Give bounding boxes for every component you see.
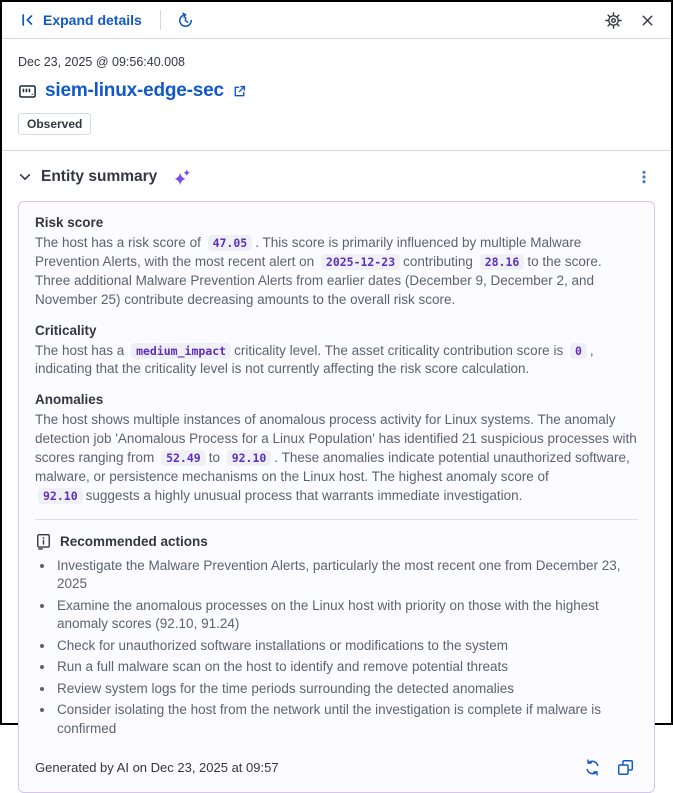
history-button[interactable]	[173, 8, 198, 33]
panel-divider	[35, 519, 638, 520]
generated-by-ai-text: Generated by AI on Dec 23, 2025 at 09:57	[35, 760, 279, 776]
host-storage-icon	[18, 82, 37, 101]
anomalies-heading: Anomalies	[35, 392, 104, 408]
risk-score-paragraph: The host has a risk score of 47.05 . This score is primarily influenced by multiple Malware Prevention Alerts, with the most recent alert on 2025-12-23 contributing 28.16 to the score. Three additional Malware Prevention Alerts from earlier dates (December 9, December 2, and November 25) contribute decreasing amounts to the overall risk score.	[35, 235, 602, 307]
recommended-action-item: • Investigate the Malware Prevention Alerts, particularly the most recent one from December 23, 2025	[55, 557, 638, 594]
ai-summary-panel	[18, 201, 655, 793]
criticality-heading: Criticality	[35, 322, 97, 338]
settings-button[interactable]	[601, 8, 626, 33]
close-button[interactable]	[636, 9, 659, 32]
inline-code-value: 2025-12-23	[321, 254, 400, 270]
regenerate-button[interactable]	[580, 755, 605, 780]
inline-code-value: medium_impact	[131, 343, 231, 359]
recommended-action-item: • Review system logs for the time periods surrounding the detected anomalies	[55, 680, 638, 698]
entity-summary-header	[2, 151, 671, 189]
inline-code-value: 0	[570, 343, 587, 359]
anomalies-paragraph: The host shows multiple instances of anomalous process activity for Linux systems. The anomaly detection job 'Anomalous Process for a Linux Population' has identified 21 suspicious processes with scores ranging from 52.49 to 92.10 . These anomalies indicate potential unauthorized software, malware, or persistence mechanisms on the Linux host. The highest anomaly score of 92.10 suggests a highly unusual process that warrants immediate investigation.	[35, 412, 637, 503]
inline-code-value: 92.10	[227, 450, 272, 466]
flyout-header	[2, 2, 671, 39]
criticality-paragraph: The host has a medium_impact criticality level. The asset criticality contribution score is 0 , indicating that the criticality level is not currently affecting the risk score calculation.	[35, 342, 594, 377]
expand-details-label: Expand details	[43, 12, 142, 28]
entity-summary-title: Entity summary	[41, 168, 158, 185]
entity-timestamp: Dec 23, 2025 @ 09:56:40.008	[18, 55, 185, 69]
copy-icon	[617, 759, 634, 776]
copy-button[interactable]	[613, 755, 638, 780]
risk-score-heading: Risk score	[35, 215, 104, 230]
entity-name-link[interactable]: siem-linux-edge-sec	[45, 80, 224, 101]
gear-icon	[605, 12, 622, 29]
recommended-actions-list	[55, 557, 638, 738]
inline-code-value: 52.49	[161, 450, 206, 466]
inline-code-value: 47.05	[208, 235, 253, 251]
ai-sparkles-icon	[173, 168, 192, 187]
expand-details-button[interactable]	[14, 8, 148, 32]
open-external-icon[interactable]	[232, 84, 247, 99]
summary-options-menu-button[interactable]	[633, 165, 655, 189]
inline-code-value: 92.10	[38, 488, 83, 504]
header-divider	[160, 10, 161, 30]
recommended-actions-heading: Recommended actions	[60, 533, 208, 549]
inline-code-value: 28.16	[480, 254, 525, 270]
close-icon	[640, 13, 655, 28]
chevron-down-icon	[18, 170, 32, 184]
recommended-action-item: • Run a full malware scan on the host to identify and remove potential threats	[55, 658, 638, 676]
collapse-left-icon	[20, 12, 36, 28]
entity-summary-toggle[interactable]	[18, 168, 192, 187]
refresh-icon	[584, 759, 601, 776]
observed-status-badge: Observed	[18, 113, 91, 135]
recommended-action-item: • Check for unauthorized software installations or modifications to the system	[55, 637, 638, 655]
recommended-action-item: • Examine the anomalous processes on the Linux host with priority on those with the highest anomaly scores (92.10, 91.24)	[55, 597, 638, 634]
journal-icon	[35, 533, 52, 550]
entity-header	[2, 39, 671, 135]
vertical-dots-icon	[637, 169, 651, 185]
history-clock-icon	[177, 12, 194, 29]
recommended-action-item: • Consider isolating the host from the network until the investigation is complete if malware is confirmed	[55, 701, 638, 738]
